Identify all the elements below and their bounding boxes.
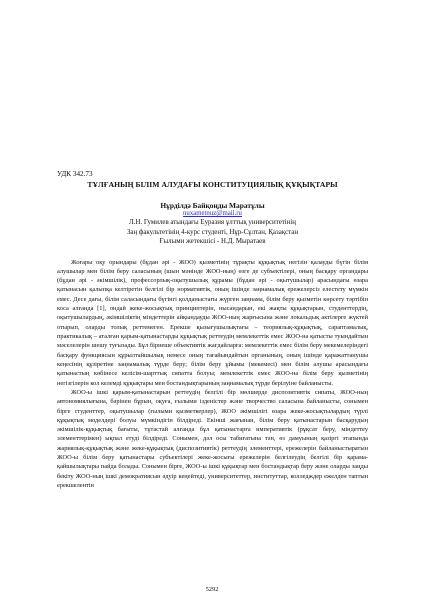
affiliation-faculty: Заң факультетінің 4-курс студенті, Нұр-Сұлтан, Қазақстан <box>126 228 299 236</box>
body-paragraph-1: Жоғары оқу орындары (бұдан әрі - ЖОО) қызметінің тұрақты құқықтық негізін қалауды бүгін білім алушылар мен білім беру саласының (шын мәнінде ЖОО-ның) өзге де субъектілері, оның басқару органдары (бұдан әрі - әкімшілік), профессорлық-оқытушылық құрамы (бұдан әрі - оқытушылар) арасындағы өзара қатынасын қалыпқа келтіретін белгілі бір нормативтік, оның ішінде заңнамалық ережелерсіз елестету мүмкін емес. Десе дағы, білім саласындағы бүгінгі қолданыстағы жүрген заңнама, білім беру қызметін көрсету тәртібін коса алғанда [1], ондай жеке-жосықтық принциптерін, нысандарын, екі жақты құқықтарын, студенттердің, оқытушылардың, әкімшіліктің міндеттерін айқындауды ЖОО-ның жарғысына және локальдық актілерге жүктей отырып, оларды толық реттемеген. Ерекше қызығушылықтағы – теориялық-құқықтық, сараптамалық, практикалық – аталған қарым-қатынастарды құқықтық реттеудің мемлекеттік емес ЖОО-на қатысты туындайтын мәселелерін шешу туғызады. Бұл бірнеше объективтік жағдайларға: мемлекеттік емес білім беру мекемелеріндегі басқару функциясын құрылтайшылық немесе оның тағайындайтын органының, оның ішінде қаражаттанушы кеңесінің құзіретіне заңнамалық түрде беру; білім беру ұйымы (мекемесі) мен білім алушы арасындағы қатынастың көбінесе келісім-шарттық сипатта болуы; мемлекеттік емес ЖОО-на білім беру қызметінің негізгілерін кол келемді құқықтары мен бостандықтарының заңнамалық түрде берілуіне байланысты. <box>57 258 368 387</box>
affiliation-university: Л.Н. Гумилев атындағы Еуразия ұлттық университетінің <box>129 219 296 226</box>
author-name: Нұрдiлдә Байқоңды Маратұлы <box>160 201 265 210</box>
article-body <box>57 258 368 491</box>
udk-code: УДК 342.73 <box>57 170 93 178</box>
page-number: 5292 <box>205 586 219 593</box>
paper-title: ТҰЛҒАНЫҢ БІЛІМ АЛУДАҒЫ КОНСТИТУЦИЯЛЫҚ ҚҰҚЫҚТАРЫ <box>87 180 338 189</box>
author-email-link[interactable]: nuxametnuz@mail.ru <box>183 210 242 217</box>
body-paragraph-2: ЖОО-ы ішкі қарым-қатынастарын реттеудің белгілі бір мөлшерде диспозитивтік сипаты, ЖОО-ның автономиялығына, бәрінен бұрын, оқуға, ғылыми ізденістер және творчество саласына байланысты, сонымен бірге студенттер, оқытушылар (ғылыми қызметкерлер), ЖОО әкімшілігі өзара жеке-жосықтылардың түрлі құқықтық моделдері болуы мүмкіндігін білдіреді. Екінші жағынан, білім беру қатынастарын басқарудың әкімшілік-құқықтық бағыты, тұтастай алғанда бұл қатынастарға императивтік (рұқсат беру, міндеттеу элементтерімен) ықпал етуді білдіреді. Сонымен, дәл осы табиғатына тән, өз дамуының қазіргі этапында жариялық-құқықтық және жеке-құқықтық (диспозитивтік) реттеудің элементтері, ережелерін байланыстыратын ЖОО-ы білім беру қатынастары субъектілері жеке-жосығы ережелерін белгілеудің белгілі бір қарама-қайшылықтары пайда болады. Сонымен бірге, ЖОО-ы ішкі құқықтар мен бостандықтар беру және оларды заңды бекіту ЖОО-ның ішкі демократиясын әдуір кеңейтеді, университеттер, институттар, колледждер ежелден таптын ерекшелентін <box>57 388 368 489</box>
scientific-supervisor: Ғылыми жетекшісі - Н.Д. Мыратаев <box>159 238 266 245</box>
